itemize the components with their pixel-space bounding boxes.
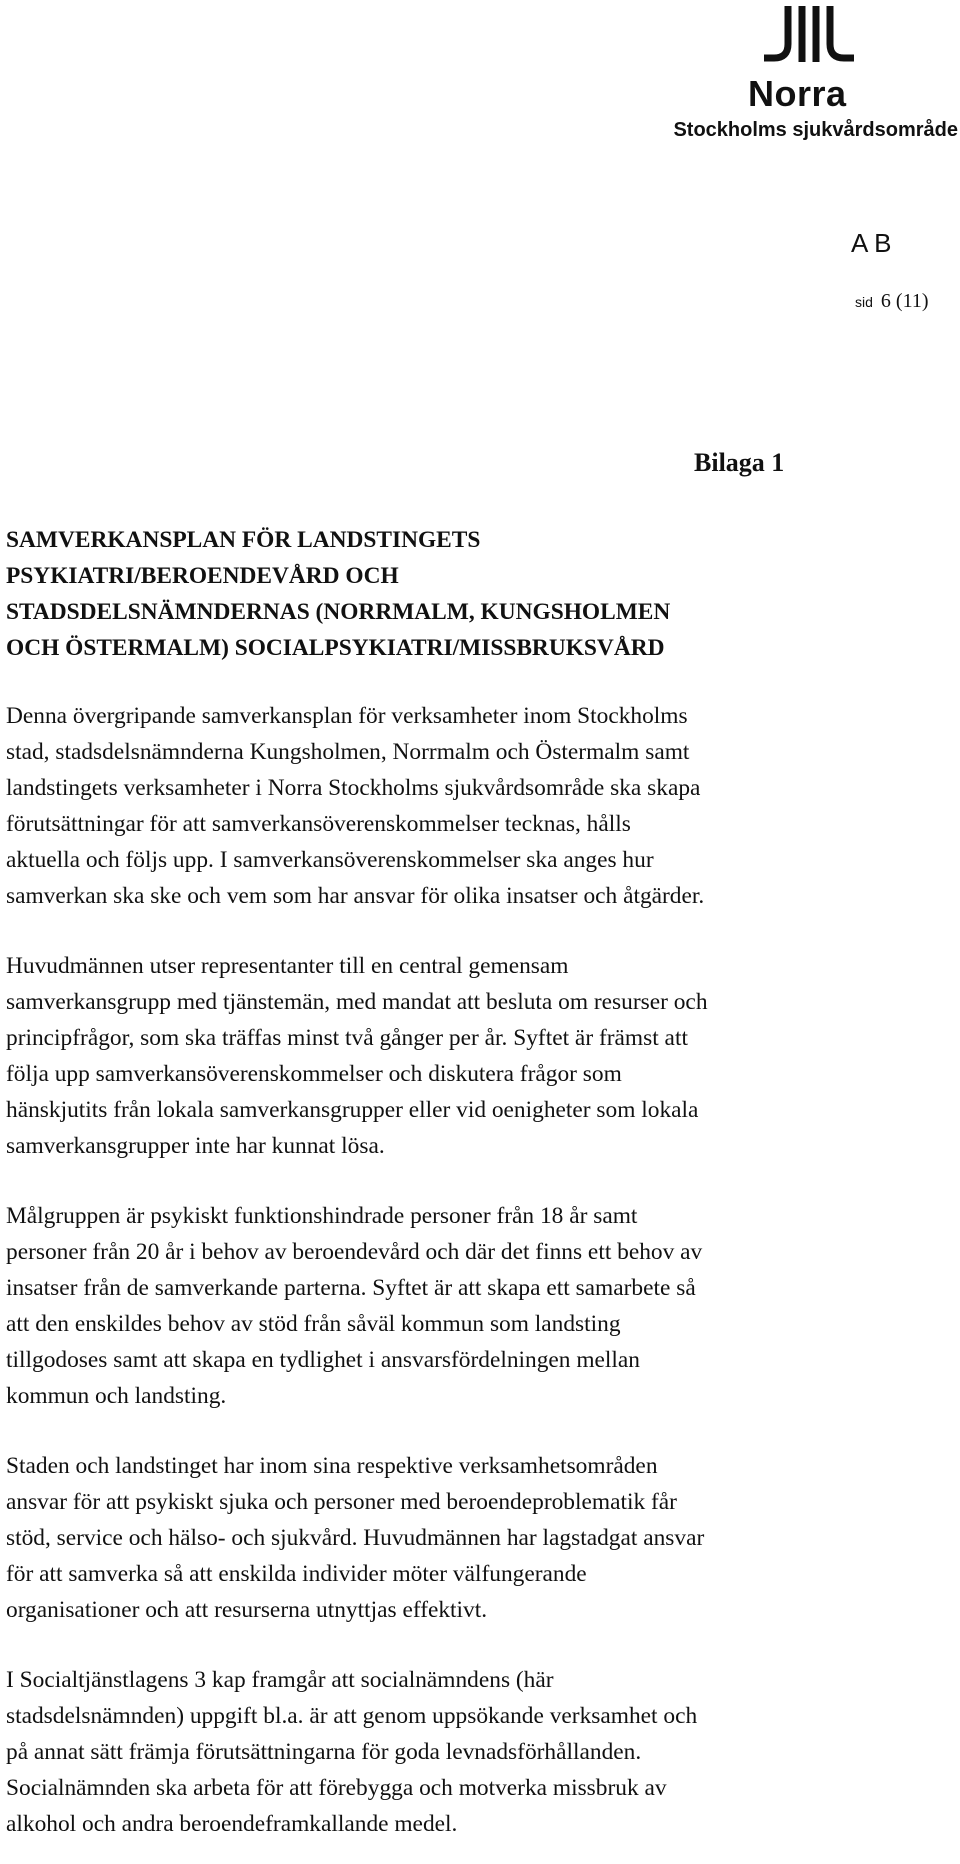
text-line: förutsättningar för att samverkansöverenskommelser tecknas, hålls bbox=[6, 811, 631, 837]
text-line: hänskjutits från lokala samverkansgrupper eller vid oenigheter som lokala bbox=[6, 1097, 699, 1123]
text-line: principfrågor, som ska träffas minst två gånger per år. Syftet är främst att bbox=[6, 1025, 688, 1051]
logo-line-2: Stockholms sjukvårdsområde bbox=[673, 119, 958, 141]
text-line: stöd, service och hälso- och sjukvård. Huvudmännen har lagstadgat ansvar bbox=[6, 1525, 705, 1551]
logo-line-1: Norra bbox=[748, 73, 847, 114]
text-line: tillgodoses samt att skapa en tydlighet i ansvarsfördelningen mellan bbox=[6, 1347, 641, 1373]
text-line: landstingets verksamheter i Norra Stockholms sjukvårdsområde ska skapa bbox=[6, 775, 701, 801]
document-title bbox=[6, 522, 954, 666]
page-value: 6 (11) bbox=[880, 290, 929, 312]
page-label: sid bbox=[855, 294, 873, 310]
paragraph-target-group bbox=[6, 1198, 954, 1414]
text-line: alkohol och andra beroendeframkallande medel. bbox=[6, 1811, 458, 1837]
paragraph-central-group bbox=[6, 948, 954, 1164]
appendix-label: Bilaga 1 bbox=[694, 448, 785, 477]
text-line: för att samverka så att enskilda individer möter välfungerande bbox=[6, 1561, 587, 1587]
text-line: Huvudmännen utser representanter till en central gemensam bbox=[6, 953, 569, 979]
title-line: PSYKIATRI/BEROENDEVÅRD OCH bbox=[6, 563, 399, 589]
text-line: samverkansgrupper inte har kunnat lösa. bbox=[6, 1133, 385, 1159]
text-line: Staden och landstinget har inom sina respektive verksamhetsområden bbox=[6, 1453, 658, 1479]
document-body bbox=[6, 522, 954, 1842]
text-line: samverkan ska ske och vem som har ansvar för olika insatser och åtgärder. bbox=[6, 883, 705, 909]
text-line: att den enskildes behov av stöd från såväl kommun som landsting bbox=[6, 1311, 621, 1337]
paragraph-responsibility bbox=[6, 1448, 954, 1628]
text-line: aktuella och följs upp. I samverkansöverenskommelser ska anges hur bbox=[6, 847, 654, 873]
page-number bbox=[855, 290, 928, 313]
text-line: ansvar för att psykiskt sjuka och personer med beroendeproblematik får bbox=[6, 1489, 677, 1515]
text-line: kommun och landsting. bbox=[6, 1383, 227, 1409]
text-line: Denna övergripande samverkansplan för verksamheter inom Stockholms bbox=[6, 703, 688, 729]
title-line: STADSDELSNÄMNDERNAS (NORRMALM, KUNGSHOLMEN bbox=[6, 599, 671, 625]
organization-logo bbox=[640, 0, 960, 160]
text-line: stad, stadsdelsnämnderna Kungsholmen, Norrmalm och Östermalm samt bbox=[6, 739, 690, 765]
text-line: I Socialtjänstlagens 3 kap framgår att socialnämndens (här bbox=[6, 1667, 554, 1693]
text-line: på annat sätt främja förutsättningarna för goda levnadsförhållanden. bbox=[6, 1739, 642, 1765]
document-code: A B bbox=[851, 228, 892, 258]
text-line: Målgruppen är psykiskt funktionshindrade personer från 18 år samt bbox=[6, 1203, 638, 1229]
text-line: Socialnämnden ska arbeta för att förebygga och motverka missbruk av bbox=[6, 1775, 667, 1801]
paragraph-purpose bbox=[6, 698, 954, 914]
text-line: organisationer och att resurserna utnyttjas effektivt. bbox=[6, 1597, 488, 1623]
text-line: stadsdelsnämnden) uppgift bl.a. är att genom uppsökande verksamhet och bbox=[6, 1703, 698, 1729]
logo-mark-icon bbox=[758, 4, 858, 74]
text-line: insatser från de samverkande parterna. Syftet är att skapa ett samarbete så bbox=[6, 1275, 696, 1301]
title-line: SAMVERKANSPLAN FÖR LANDSTINGETS bbox=[6, 527, 481, 553]
text-line: personer från 20 år i behov av beroendevård och där det finns ett behov av bbox=[6, 1239, 703, 1265]
title-line: OCH ÖSTERMALM) SOCIALPSYKIATRI/MISSBRUKSVÅRD bbox=[6, 635, 665, 661]
paragraph-social-services-act bbox=[6, 1662, 954, 1842]
text-line: följa upp samverkansöverenskommelser och diskutera frågor som bbox=[6, 1061, 622, 1087]
text-line: samverkansgrupp med tjänstemän, med mandat att besluta om resurser och bbox=[6, 989, 708, 1015]
